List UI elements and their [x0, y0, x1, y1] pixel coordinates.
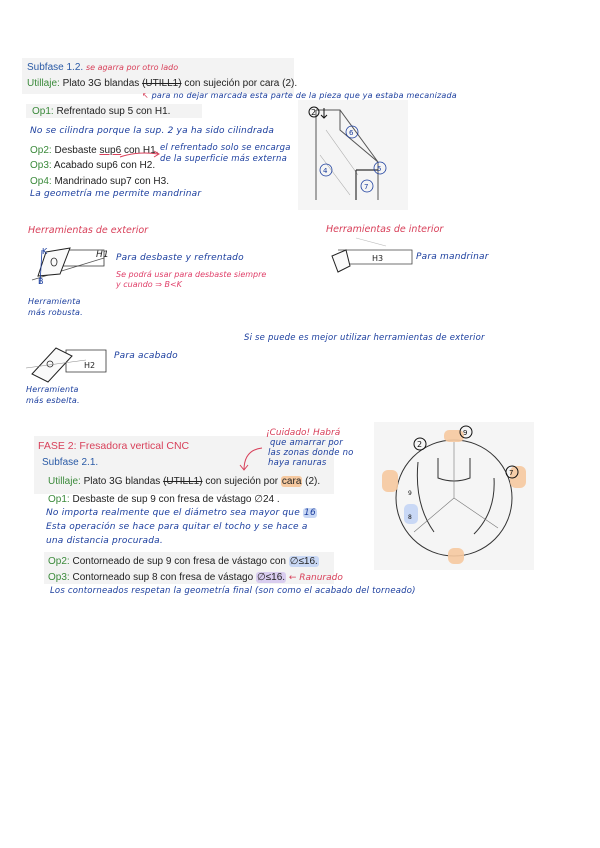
h1-robust-2: más robusta. [28, 308, 83, 317]
careful-note-4: haya ranuras [268, 458, 327, 468]
part-label-4: 4 [323, 167, 328, 175]
h3-label: H3 [372, 254, 384, 263]
phase1-op4-note: La geometría me permite mandrinar [30, 189, 202, 199]
exterior-tools-title: Herramientas de exterior [28, 225, 149, 236]
phase1-note-cylinder: No se cilindra porque la sup. 2 ya ha sido cilindrada [30, 126, 275, 136]
phase1-arrow-note: ↖ para no dejar marcada esta parte de la pieza que ya estaba mecanizada [142, 91, 457, 100]
phase2-op3: Op3: Contorneado sup 8 con fresa de vástago ∅≤16. ← Ranurado [48, 572, 343, 583]
part-label-6: 6 [349, 129, 354, 137]
careful-note-2: que amarrar por [270, 438, 343, 448]
phase1-subphase-note: se agarra por otro lado [85, 63, 179, 72]
h3-tool-sketch [326, 236, 412, 282]
h1-tool-sketch [30, 240, 114, 300]
phase2-title: FASE 2: Fresadora vertical CNC [38, 440, 190, 452]
interior-tools-title: Herramientas de interior [326, 224, 444, 235]
part-label-2: 2 [311, 108, 317, 117]
phase2-final-note: Los contorneados respetan la geometría final (son como el acabado del torneado) [50, 586, 416, 596]
phase2-op1-note-3: una distancia procurada. [46, 536, 163, 546]
h1-letter-b: B [38, 277, 44, 286]
round-label-7: 7 [509, 469, 514, 477]
round-label-8: 8 [408, 514, 412, 521]
h1-note-2: y cuando ⇒ B<K [116, 280, 182, 289]
phase1-op2-note-1: el refrentado solo se encarga [160, 143, 291, 153]
careful-note-3: las zonas donde no [268, 448, 354, 458]
h2-tool-sketch [26, 344, 106, 390]
h2-slender-2: más esbelta. [26, 396, 80, 405]
h1-robust-1: Herramienta [28, 297, 81, 306]
part-sketch [298, 100, 408, 212]
round-label-2: 2 [417, 440, 423, 449]
phase1-op1: Op1: Refrentado sup 5 con H1. [32, 106, 171, 117]
phase2-op1: Op1: Desbaste de sup 9 con fresa de vástago ∅24 . [48, 494, 280, 505]
round-label-9: 9 [463, 429, 468, 437]
round-label-9b: 9 [408, 490, 412, 497]
phase1-op4: Op4: Mandrinado sup7 con H3. [30, 176, 169, 187]
careful-note-1: ¡Cuidado! Habrá [266, 428, 341, 438]
phase2-op1-note-2: Esta operación se hace para quitar el tocho y se hace a [46, 522, 308, 532]
phase1-op2-note-2: de la superficie más externa [160, 154, 287, 164]
phase1-op3: Op3: Acabado sup6 con H2. [30, 160, 156, 171]
h1-letter-k: K [42, 247, 48, 256]
careful-arrow [236, 446, 266, 472]
phase1-utillaje: Utillaje: Plato 3G blandas (UTILL1) con sujeción por cara (2). [27, 78, 298, 89]
phase2-subphase: Subfase 2.1. [42, 457, 99, 468]
h2-slender-1: Herramienta [26, 385, 79, 394]
h1-label: H1 [96, 250, 109, 260]
h1-desc: Para desbaste y refrentado [116, 253, 244, 263]
h3-desc: Para mandrinar [416, 252, 489, 262]
exterior-tools-note: Si se puede es mejor utilizar herramientas de exterior [244, 333, 485, 343]
h2-label: H2 [84, 361, 96, 370]
phase2-op2: Op2: Contorneado de sup 9 con fresa de vástago con ∅≤16. [48, 556, 318, 567]
phase1-subphase: Subfase 1.2. se agarra por otro lado [27, 62, 179, 73]
h1-note-1: Se podrá usar para desbaste siempre [116, 270, 267, 279]
round-part-sketch [374, 422, 534, 570]
phase2-utillaje: Utillaje: Plato 3G blandas (UTILL1) con sujeción por cara (2). [48, 476, 321, 487]
phase1-op2: Op2: Desbaste sup6 con H1. [30, 145, 159, 156]
part-label-7: 7 [364, 183, 369, 191]
part-label-5: 5 [377, 165, 382, 173]
phase2-op1-note-1: No importa realmente que el diámetro sea mayor que 16 [46, 508, 316, 518]
h2-desc: Para acabado [114, 351, 178, 361]
op2-arrow [118, 150, 162, 160]
